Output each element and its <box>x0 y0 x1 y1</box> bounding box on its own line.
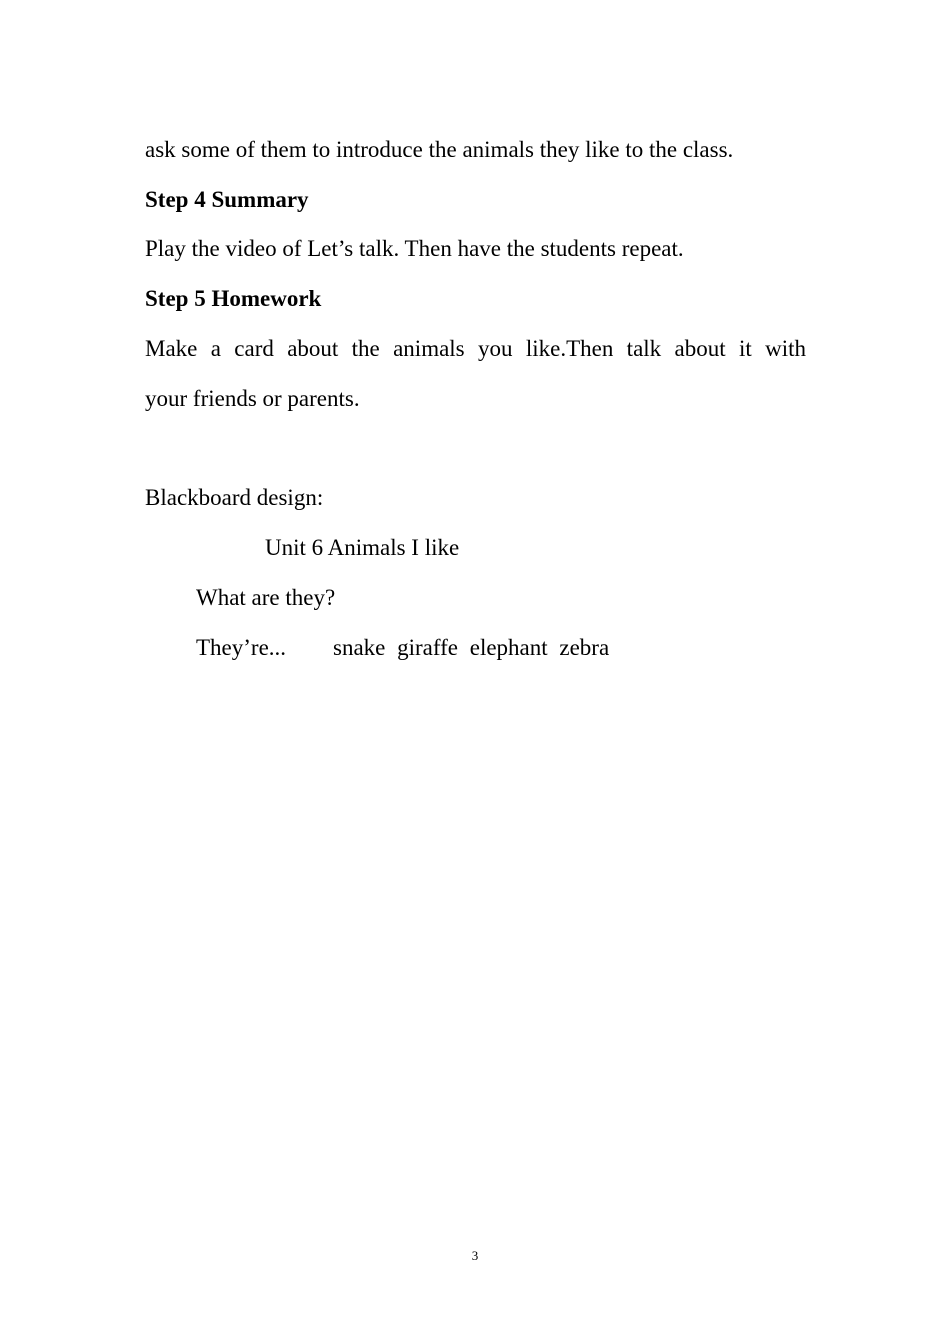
paragraph-continuation: ask some of them to introduce the animals they like to the class. <box>145 137 734 162</box>
step-5-text-line-1: Make a card about the animals you like.Then talk about it with <box>145 336 806 361</box>
blackboard-answer-prefix: They’re... <box>196 635 287 660</box>
blackboard-design-label: Blackboard design: <box>145 485 324 510</box>
blackboard-title: Unit 6 Animals I like <box>265 535 460 560</box>
blackboard-question: What are they? <box>196 585 336 610</box>
step-4-text: Play the video of Let’s talk. Then have the students repeat. <box>145 236 684 261</box>
step-5-text-line-2: your friends or parents. <box>145 386 360 411</box>
step-5-heading: Step 5 Homework <box>145 286 322 311</box>
blackboard-animal-list: snake giraffe elephant zebra <box>333 635 610 660</box>
page-number: 3 <box>471 1248 479 1263</box>
step-4-heading: Step 4 Summary <box>145 187 309 212</box>
